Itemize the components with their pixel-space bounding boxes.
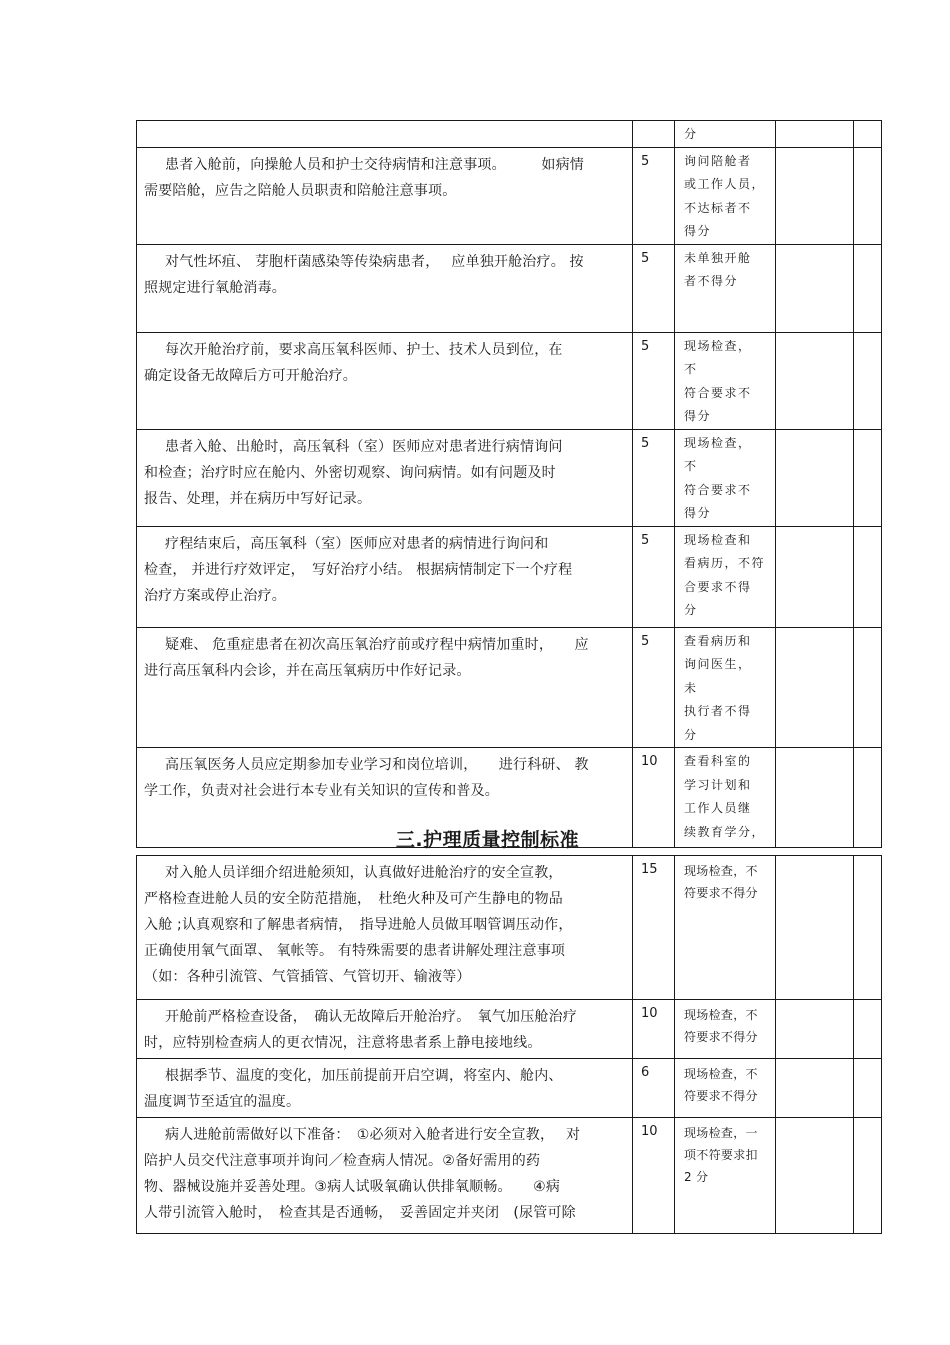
method-line: 合要求不得 [684,579,752,594]
table-row [137,856,882,1000]
criteria-line: 对入舱人员详细介绍进舱须知，认真做好进舱治疗的安全宣教， [165,865,563,881]
method-line: 符合要求不 [684,482,752,497]
criteria-line: 和检查；治疗时应在舱内、外密切观察、询问病情。如有问题及时 [144,464,556,481]
score-cell: 10 [633,1000,675,1059]
criteria-cell [137,627,633,748]
remark-cell [854,147,882,244]
method-line: 现场检查，不 [684,1067,758,1081]
method-line: 执行者不得 [684,704,752,718]
score-cell: 5 [633,147,675,244]
method-line: 现场检查和 [684,532,752,547]
remark-cell [854,856,882,1000]
criteria-line: 患者入舱、出舱时，高压氧科（室）医师应对患者进行病情询问 [165,438,563,455]
criteria-line: 每次开舱治疗前，要求高压氧科医师、护士、技术人员到位，在 [165,341,563,358]
table-row [137,121,882,148]
criteria-line: 疑难、 危重症患者在初次高压氧治疗前或疗程中病情加重时， 应 [165,636,589,653]
criteria-line: 疗程结束后，高压氧科（室）医师应对患者的病情进行询问和 [165,535,549,552]
criteria-line: 报告、处理，并在病历中写好记录。 [144,490,372,507]
deduction-cell [776,856,854,1000]
remark-cell [854,526,882,627]
criteria-line: 入舱 ;认真观察和了解患者病情， 指导进舱人员做耳咽管调压动作， [144,917,573,933]
method-cell [675,121,776,148]
criteria-line: 时，应特别检查病人的更衣情况，注意将患者系上静电接地线。 [144,1035,542,1051]
remark-cell [854,1000,882,1059]
method-line: 学习计划和 [684,777,752,792]
criteria-line: 根据季节、温度的变化，加压前提前开启空调，将室内、舱内、 [165,1068,563,1084]
method-line: 工作人员继 [684,801,752,815]
method-cell [675,429,776,526]
criteria-cell [137,147,633,244]
table-row [137,526,882,627]
method-line: 分 [684,727,698,742]
table-row [137,147,882,244]
table-row [137,1000,882,1059]
table-nursing-standards [136,855,882,1234]
table-row [137,332,882,429]
criteria-line: 检查， 并进行疗效评定， 写好治疗小结。 根据病情制定下一个疗程 [144,561,573,578]
section-title: 三.护理质量控制标准 [395,829,580,851]
score-cell: 10 [633,1118,675,1234]
criteria-line: （如：各种引流管、气管插管、气管切开、输液等） [144,969,471,985]
method-line: 得分 [684,409,712,423]
table-row [137,429,882,526]
score-cell: 5 [633,332,675,429]
remark-cell [854,429,882,526]
method-cell [675,526,776,627]
criteria-line: 对气性坏疽、 芽胞杆菌感染等传染病患者， 应单独开舱治疗。 按 [165,253,584,270]
method-cell [675,244,776,332]
criteria-cell [137,856,633,1000]
score-cell: 5 [633,526,675,627]
method-line: 现场检查，不 [684,864,758,878]
method-line: 查看科室的 [684,754,752,768]
method-cell [675,1059,776,1118]
method-line: 查看病历和 [684,633,752,648]
deduction-cell [776,429,854,526]
criteria-line: 治疗方案或停止治疗。 [144,587,286,604]
remark-cell [854,332,882,429]
deduction-cell [776,147,854,244]
criteria-line: 高压氧医务人员应定期参加专业学习和岗位培训， 进行科研、 教 [165,757,589,773]
method-line: 分 [684,603,698,617]
deduction-cell [776,1059,854,1118]
method-line: 得分 [684,506,712,520]
criteria-line: 照规定进行氧舱消毒。 [144,279,286,296]
method-line: 现场检查，一 [684,1126,758,1140]
criteria-line: 人带引流管入舱时， 检查其是否通畅， 妥善固定并夹闭 (尿管可除 [144,1205,576,1221]
criteria-cell [137,1000,633,1059]
method-cell [675,147,776,244]
score-cell: 5 [633,244,675,332]
method-line: 现场检查， 不 [684,435,752,473]
method-line: 现场检查， 不 [684,338,752,376]
deduction-cell [776,244,854,332]
method-line: 分 [684,127,698,141]
criteria-line: 需要陪舱，应告之陪舱人员职责和陪舱注意事项。 [144,182,457,199]
method-line: 符要求不得分 [684,886,758,900]
table-doctor-standards [136,120,882,848]
deduction-cell [776,526,854,627]
method-line: 询问陪舱者 [684,153,752,168]
method-line: 或工作人员， [684,177,766,191]
method-cell [675,856,776,1000]
method-line: 项不符要求扣 [684,1148,758,1162]
method-line: 符要求不得分 [684,1089,758,1103]
deduction-cell [776,332,854,429]
method-line: 看病历，不符 [684,556,766,570]
table-row [137,1118,882,1234]
remark-cell [854,1118,882,1234]
score-cell: 10 [633,748,675,848]
deduction-cell [776,1000,854,1059]
criteria-line: 确定设备无故障后方可开舱治疗。 [144,367,357,384]
deduction-cell [776,627,854,748]
table-row [137,627,882,748]
criteria-line: 进行高压氧科内会诊，并在高压氧病历中作好记录。 [144,662,471,679]
method-line: 未单独开舱 [684,250,752,265]
method-line: 符合要求不 [684,385,752,400]
criteria-line: 温度调节至适宜的温度。 [144,1094,301,1110]
remark-cell [854,1059,882,1118]
criteria-cell [137,1059,633,1118]
method-line: 得分 [684,224,712,238]
criteria-cell [137,526,633,627]
criteria-cell [137,332,633,429]
score-cell: 5 [633,429,675,526]
method-cell [675,627,776,748]
remark-cell [854,121,882,148]
criteria-line: 物、器械设施并妥善处理。③病人试吸氧确认供排氧顺畅。 ④病 [144,1179,561,1195]
table-row [137,1059,882,1118]
criteria-line: 陪护人员交代注意事项并询问／检查病人情况。②备好需用的药 [144,1153,541,1169]
criteria-cell [137,429,633,526]
score-cell: 6 [633,1059,675,1118]
method-cell [675,332,776,429]
remark-cell [854,627,882,748]
method-line: 2 分 [684,1170,709,1184]
method-line: 询问医生， 未 [684,657,752,695]
remark-cell [854,244,882,332]
criteria-line: 开舱前严格检查设备， 确认无故障后开舱治疗。 氧气加压舱治疗 [165,1009,577,1025]
criteria-line: 患者入舱前，向操舱人员和护士交待病情和注意事项。 如病情 [165,156,584,173]
criteria-line: 学工作，负责对社会进行本专业有关知识的宣传和普及。 [144,783,499,799]
method-line: 不达标者不 [684,200,752,215]
deduction-cell [776,121,854,148]
method-cell [675,1000,776,1059]
criteria-cell [137,1118,633,1234]
score-cell [633,121,675,148]
criteria-cell [137,244,633,332]
score-cell: 5 [633,627,675,748]
criteria-line: 严格检查进舱人员的安全防范措施， 杜绝火种及可产生静电的物品 [144,891,563,907]
criteria-line: 正确使用氧气面罩、 氧帐等。 有特殊需要的患者讲解处理注意事项 [144,943,566,959]
method-line: 者不得分 [684,274,739,288]
table-row [137,244,882,332]
method-line: 续教育学分， [684,824,766,839]
criteria-line: 病人进舱前需做好以下准备： ①必须对入舱者进行安全宣教， 对 [165,1127,581,1143]
criteria-cell [137,121,633,148]
method-cell [675,1118,776,1234]
method-line: 现场检查，不 [684,1008,758,1022]
deduction-cell [776,1118,854,1234]
method-line: 符要求不得分 [684,1030,758,1044]
score-cell: 15 [633,856,675,1000]
